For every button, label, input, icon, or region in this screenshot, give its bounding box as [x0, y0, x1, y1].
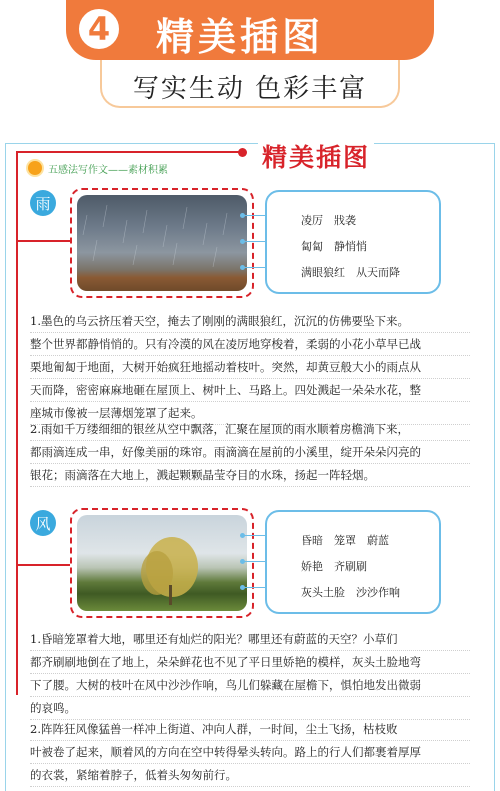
wind-paragraph-2: [30, 718, 470, 787]
banner-subtitle: 写实生动 色彩丰富: [132, 74, 368, 104]
bracket-to-wind: [16, 564, 70, 566]
tree-shape: [77, 515, 247, 611]
text-line: 的哀鸣。: [30, 697, 470, 720]
rain-connector-dot-1: [240, 213, 245, 218]
wind-tag: 风: [30, 510, 56, 536]
bracket-to-rain: [16, 240, 70, 242]
text-line: 银花；雨滴落在大地上，溅起颗颗晶莹夺目的水珠，扬起一阵轻烟。: [30, 464, 470, 487]
brand-text: 五感法写作文——素材积累: [48, 164, 168, 176]
rain-word-1-text: 凌厉 戕袭: [301, 214, 356, 227]
wind-connector-dot-2: [240, 559, 245, 564]
text-line: 座城市像被一层薄烟笼罩了起来。: [30, 402, 470, 425]
wind-illustration: [77, 515, 247, 611]
rain-illustration: [77, 195, 247, 291]
title-connector-dot: [238, 148, 247, 157]
banner-title: 精美插图: [156, 15, 325, 59]
section-title: 精美插图: [258, 138, 374, 174]
text-line: 叶被卷了起来，顺着风的方向在空中转得晕头转向。路上的行人们都裹着厚厚: [30, 741, 470, 764]
rain-word-2: [301, 238, 367, 254]
wind-illustration-frame: [70, 508, 254, 618]
wind-word-1-text: 昏暗 笼罩 蔚蓝: [301, 534, 389, 547]
text-line: 都齐刷刷地倒在了地上，朵朵鲜花也不见了平日里娇艳的模样，灰头土脸地弯: [30, 651, 470, 674]
brand-label: [28, 160, 168, 176]
sun-icon: [28, 161, 42, 175]
text-line: 都雨滴连成一串，好像美丽的珠帘。雨滴滴在屋前的小溪里，绽开朵朵闪亮的: [30, 441, 470, 464]
text-line: 的衣裳，紧缩着脖子，低着头匆匆前行。: [30, 764, 470, 787]
rain-illustration-frame: [70, 188, 254, 298]
text-line: 天而降，密密麻麻地砸在屋顶上、树叶上、马路上。四处溅起一朵朵水花，整: [30, 379, 470, 402]
vertical-bracket-line: [16, 151, 18, 695]
rain-connector-dot-2: [240, 239, 245, 244]
text-line: 2.阵阵狂风像猛兽一样冲上街道、冲向人群，一时间，尘土飞扬，枯枝败: [30, 718, 470, 741]
text-line: 整个世界都静悄悄的。只有冷漠的风在凌厉地穿梭着，柔弱的小花小草早已战: [30, 333, 470, 356]
rain-word-3-text: 满眼狼红 从天而降: [301, 266, 400, 279]
rain-paragraph-1: [30, 310, 470, 425]
text-line: 2.雨如千万缕细细的银丝从空中飘落，汇聚在屋顶的雨水顺着房檐淌下来，: [30, 418, 470, 441]
wind-word-1: [301, 532, 389, 548]
wind-connector-dot-1: [240, 533, 245, 538]
wind-words-box: [265, 510, 441, 614]
rain-paragraph-2: [30, 418, 470, 487]
text-line: 1.昏暗笼罩着大地，哪里还有灿烂的阳光？哪里还有蔚蓝的天空？小草们: [30, 628, 470, 651]
subtitle-box: [100, 60, 400, 108]
rain-streaks: [77, 195, 247, 291]
section-number: 4: [76, 6, 122, 52]
rain-word-1: [301, 212, 356, 228]
rain-tag: 雨: [30, 190, 56, 216]
rain-word-3: [301, 264, 400, 280]
text-line: 下了腰。大树的枝叶在风中沙沙作响，鸟儿们躲藏在屋檐下，惧怕地发出微弱: [30, 674, 470, 697]
rain-connector-dot-3: [240, 265, 245, 270]
wind-word-3: [301, 584, 400, 600]
wind-paragraph-1: [30, 628, 470, 720]
wind-word-2-text: 娇艳 齐刷刷: [301, 560, 367, 573]
text-line: 栗地匍匐于地面，大树开始疯狂地摇动着枝叶。突然，却黄豆般大小的雨点从: [30, 356, 470, 379]
text-line: 1.墨色的乌云挤压着天空，掩去了刚刚的满眼狼红，沉沉的仿佛要坠下来。: [30, 310, 470, 333]
title-connector-line: [16, 151, 242, 153]
wind-word-2: [301, 558, 367, 574]
rain-words-box: [265, 190, 441, 294]
rain-word-2-text: 匐匐 静悄悄: [301, 240, 367, 253]
wind-word-3-text: 灰头土脸 沙沙作响: [301, 586, 400, 599]
header-banner: [66, 0, 434, 60]
wind-connector-dot-3: [240, 585, 245, 590]
